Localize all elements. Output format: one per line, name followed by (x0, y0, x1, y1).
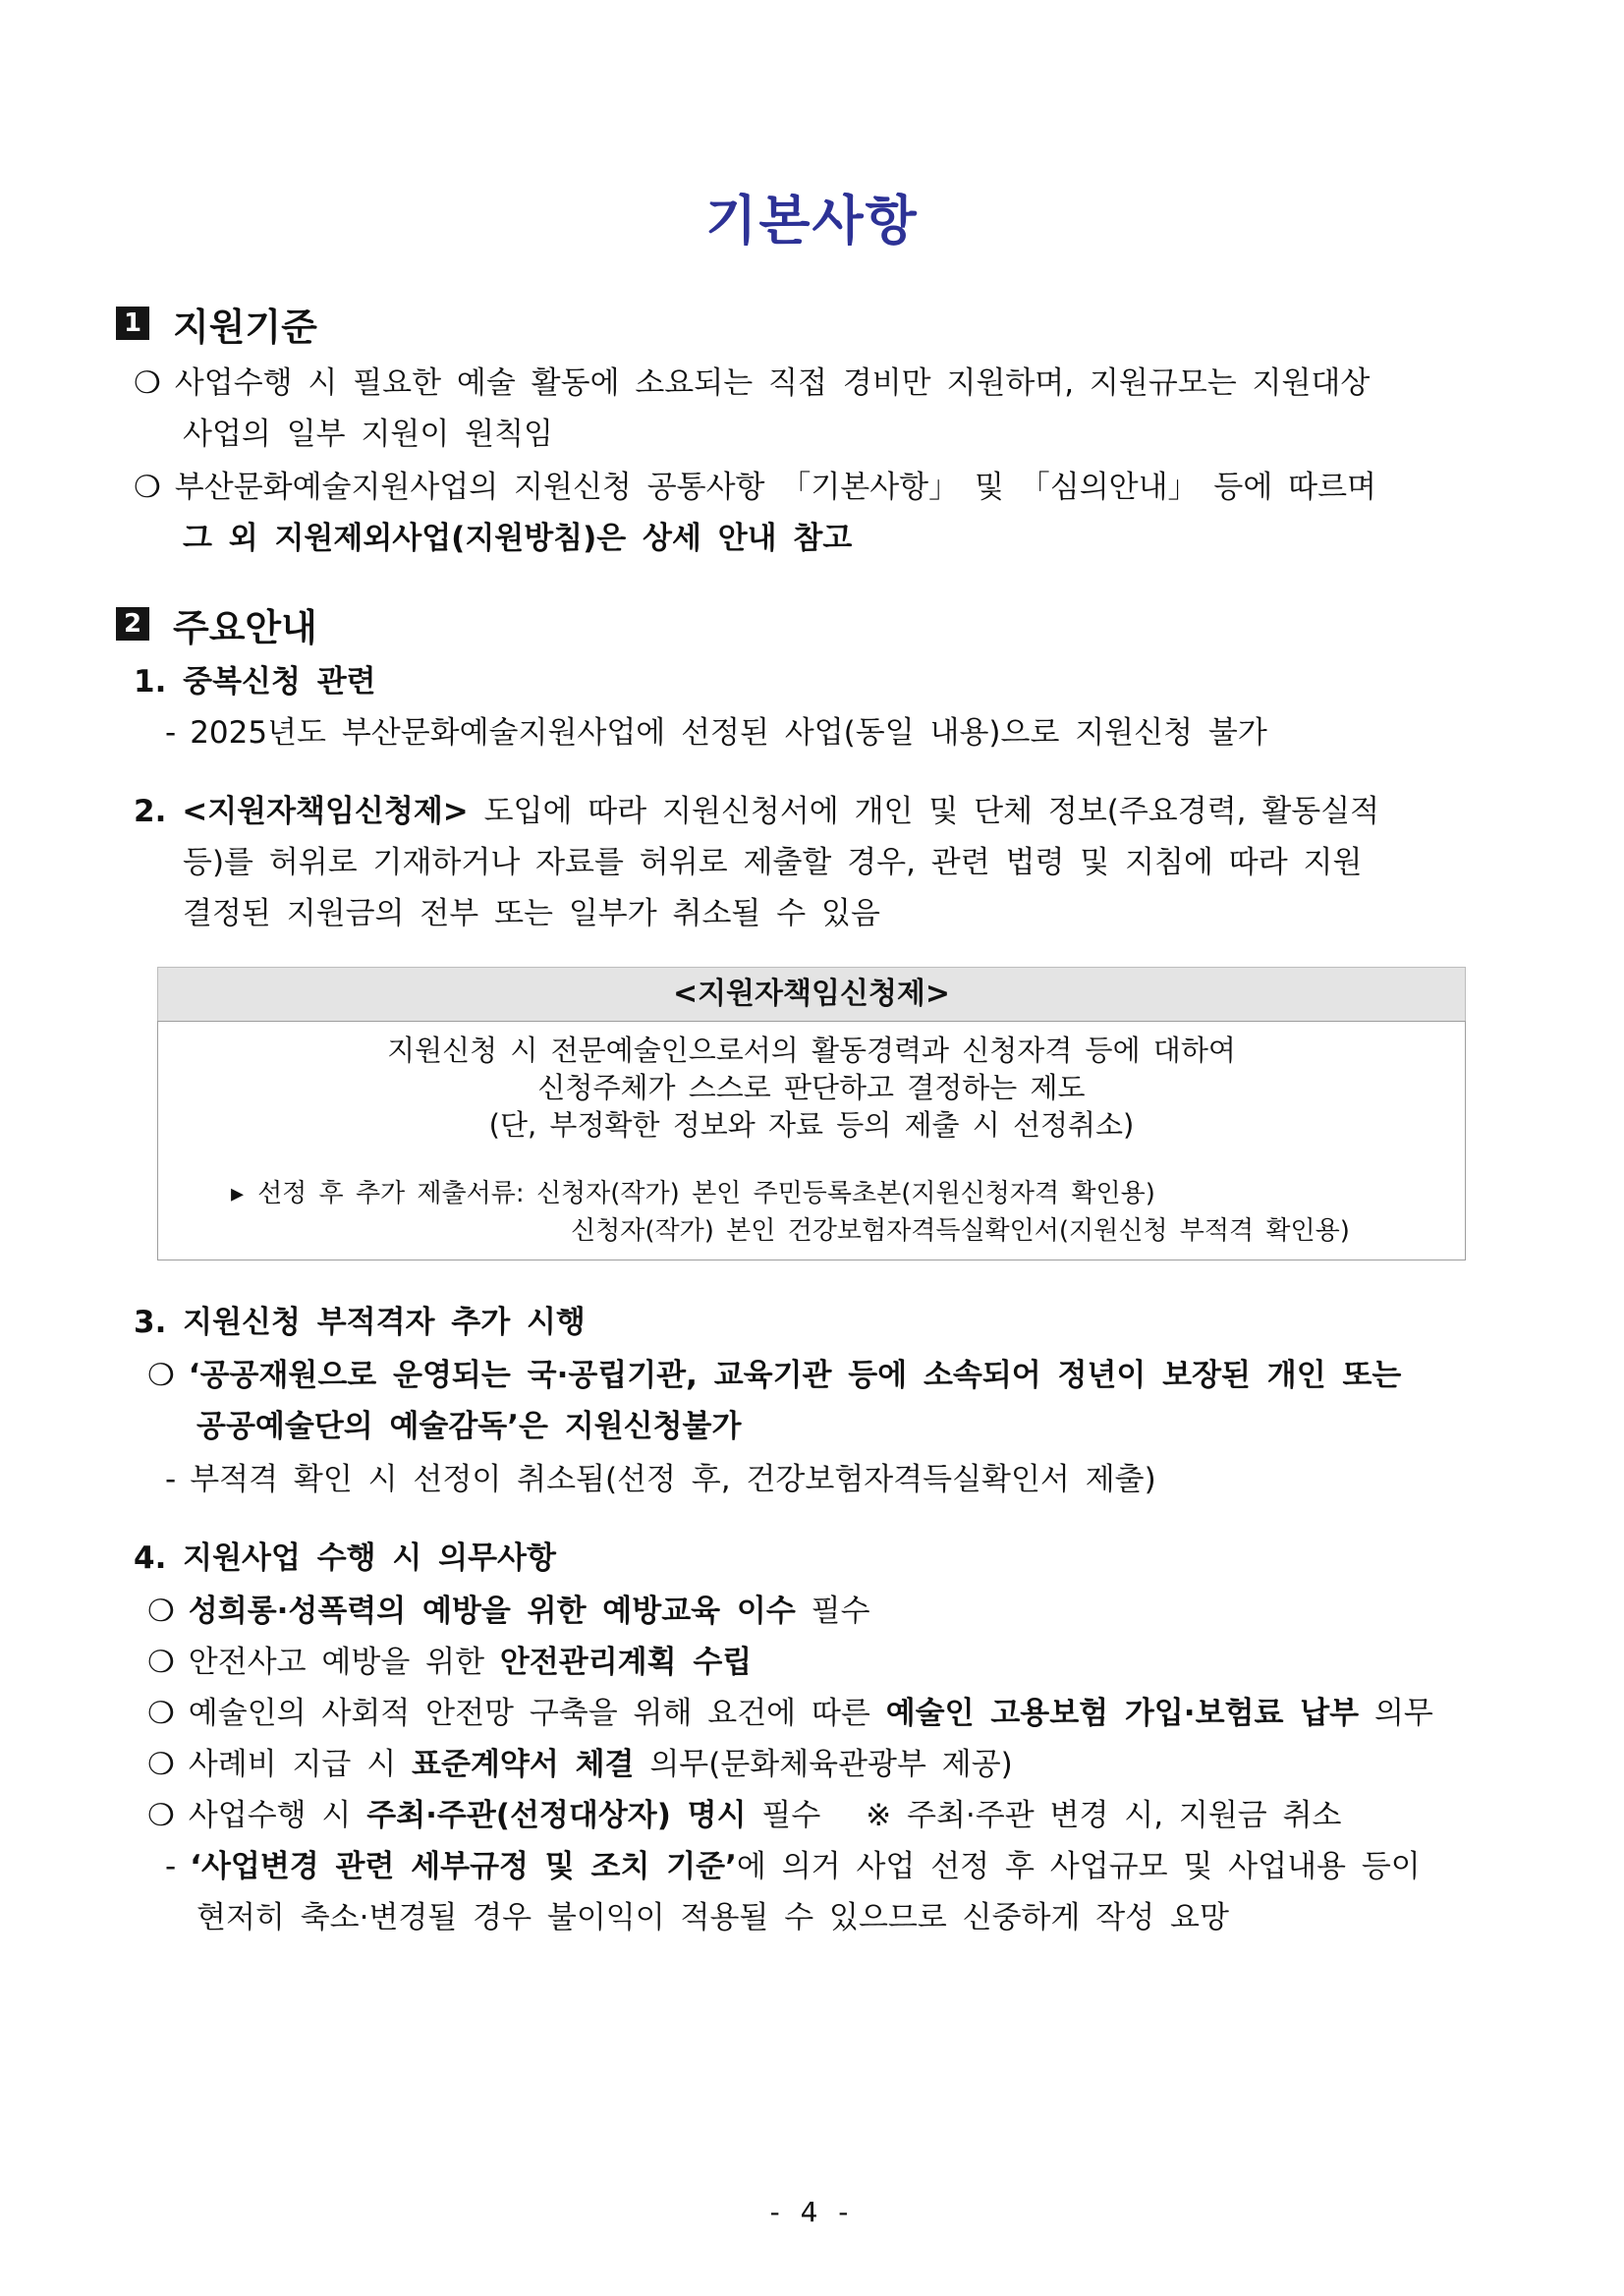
list-item-continuation: 공공예술단의 예술감독’은 지원신청불가 (196, 1409, 742, 1444)
dash-item-continuation: 현저히 축소·변경될 경우 불이익이 적용될 수 있으므로 신중하게 작성 요망 (196, 1900, 1229, 1935)
list-item-continuation: 그 외 지원제외사업(지원방침)은 상세 안내 참고 (183, 521, 853, 556)
list-item: ❍ ‘공공재원으로 운영되는 국·공립기관, 교육기관 등에 소속되어 정년이 보장된 개인 또는 (147, 1358, 1402, 1393)
list-item: ❍ 성희롱·성폭력의 예방을 위한 예방교육 이수 필수 (147, 1594, 870, 1629)
list-item: ❍ 부산문화예술지원사업의 지원신청 공통사항 「기본사항」 및 「심의안내」 등에 따르며 (134, 470, 1376, 505)
circle-bullet-icon: ❍ (147, 1594, 175, 1629)
circle-bullet-icon: ❍ (134, 365, 161, 401)
info-box-header: <지원자책임신청제> (157, 967, 1466, 1021)
subsection-title: 1. 중복신청 관련 (134, 664, 376, 700)
circle-bullet-icon: ❍ (134, 470, 161, 505)
info-box-line: (단, 부정확한 정보와 자료 등의 제출 시 선정취소) (488, 1108, 1135, 1142)
subsection-title: 3. 지원신청 부적격자 추가 시행 (134, 1305, 586, 1340)
triangle-bullet-icon: ▸ (231, 1179, 245, 1208)
info-box (157, 1021, 1466, 1260)
section-title: 지원기준 (173, 305, 317, 349)
subsection-2-line2: 등)를 허위로 기재하거나 자료를 허위로 제출할 경우, 관련 법령 및 지침에 따라 지원 (183, 845, 1363, 880)
list-item: ❍ 사례비 지급 시 표준계약서 체결 의무(문화체육관광부 제공) (147, 1747, 1013, 1782)
section-2-heading (116, 599, 317, 648)
info-box-line: 지원신청 시 전문예술인으로서의 활동경력과 신청자격 등에 대하여 (387, 1034, 1236, 1067)
info-box-line: 신청주체가 스스로 판단하고 결정하는 제도 (537, 1071, 1086, 1104)
list-item: ❍ 사업수행 시 필요한 예술 활동에 소요되는 직접 경비만 지원하며, 지원규모는 지원대상 (134, 365, 1371, 401)
subsection-2-line1: 2. <지원자책임신청제> 도입에 따라 지원신청서에 개인 및 단체 정보(주요경력, 활동실적 (134, 794, 1380, 829)
note-text: ※ 주최·주관 변경 시, 지원금 취소 (866, 1798, 1342, 1833)
list-item: ❍ 안전사고 예방을 위한 안전관리계획 수립 (147, 1645, 753, 1680)
dash-item: - 2025년도 부산문화예술지원사업에 선정된 사업(동일 내용)으로 지원신청 불가 (165, 715, 1267, 751)
section-title: 주요안내 (173, 605, 317, 649)
section-1-heading (116, 299, 317, 348)
circle-bullet-icon: ❍ (147, 1358, 175, 1393)
subsection-title: 4. 지원사업 수행 시 의무사항 (134, 1540, 556, 1576)
dash-item: - ‘사업변경 관련 세부규정 및 조치 기준’에 의거 사업 선정 후 사업규모 및 사업내용 등이 (165, 1849, 1421, 1884)
circle-bullet-icon: ❍ (147, 1798, 175, 1833)
circle-bullet-icon: ❍ (147, 1747, 175, 1782)
page-number: - 4 - (769, 2196, 855, 2228)
list-item-continuation: 사업의 일부 지원이 원칙임 (183, 417, 553, 452)
list-item: ❍ 예술인의 사회적 안전망 구축을 위해 요건에 따른 예술인 고용보험 가입·보험료 납부 의무 (147, 1696, 1433, 1731)
circle-bullet-icon: ❍ (147, 1645, 175, 1680)
section-number-box: 1 (116, 307, 149, 340)
circle-bullet-icon: ❍ (147, 1696, 175, 1731)
list-item: ❍ 사업수행 시 주최·주관(선정대상자) 명시 필수 ※ 주최·주관 변경 시, 지원금 취소 (147, 1798, 1342, 1833)
info-box-docs: 신청자(작가) 본인 건강보험자격득실확인서(지원신청 부적격 확인용) (571, 1216, 1350, 1246)
section-number-box: 2 (116, 607, 149, 641)
subsection-2-line3: 결정된 지원금의 전부 또는 일부가 취소될 수 있음 (183, 896, 880, 931)
info-box-docs: ▸ 선정 후 추가 제출서류: 신청자(작가) 본인 주민등록초본(지원신청자격 확인용) (231, 1179, 1155, 1208)
dash-item: - 부적격 확인 시 선정이 취소됨(선정 후, 건강보험자격득실확인서 제출) (165, 1462, 1156, 1497)
page-title: 기본사항 (705, 190, 919, 252)
